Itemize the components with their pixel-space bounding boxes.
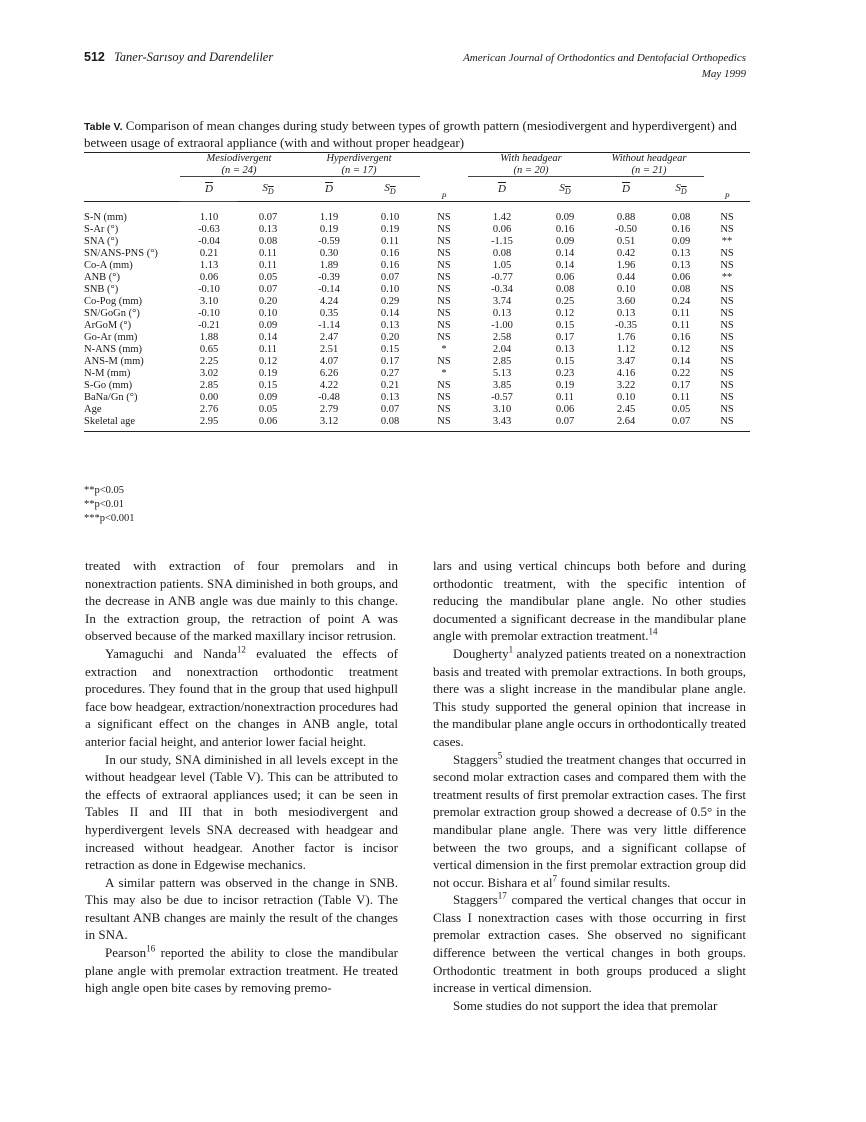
sd-subscript: D	[564, 187, 571, 197]
value-cell: NS	[437, 260, 451, 271]
group-n: (n = 17)	[341, 164, 377, 176]
text-run: analyzed patients treated on a nonextraction basis and treated with premolar extractions. In both groups, there was a slight increase in the mandibular plane angle. This study supported the general opinion that increase in the mandibular plane angle occurs in orthodontically treated cases.	[433, 645, 746, 749]
value-cell: 0.11	[259, 248, 277, 259]
text-run: A similar pattern was observed in the change in SNB. This may also be due to incisor retraction (Table V). The resultant ANB changes are mainly the result of the changes in SNA.	[85, 874, 398, 943]
text-run: reported the ability to close the mandibular plane angle with premolar extraction treatment. He treated high angle open bite cases by removing premo-	[85, 945, 398, 996]
paragraph	[433, 645, 746, 751]
value-cell: 1.96	[616, 260, 636, 271]
value-cell: -0.63	[198, 224, 220, 235]
value-cell: NS	[720, 332, 734, 343]
p-header: P	[724, 192, 730, 201]
value-cell: 0.07	[671, 416, 691, 427]
value-cell: 0.25	[555, 296, 575, 307]
value-cell: NS	[720, 260, 734, 271]
value-cell: NS	[720, 356, 734, 367]
value-cell: 0.16	[671, 332, 691, 343]
group-name: Without headgear	[611, 153, 687, 164]
table-row	[84, 284, 750, 296]
value-cell: 2.79	[319, 404, 339, 415]
value-cell: NS	[437, 332, 451, 343]
paragraph	[85, 645, 398, 751]
value-cell: 0.08	[258, 236, 278, 247]
journal-name: American Journal of Orthodontics and Dentofacial Orthopedics	[463, 52, 746, 64]
value-cell: -0.48	[318, 392, 340, 403]
paragraph	[433, 891, 746, 997]
value-cell: 0.11	[259, 344, 277, 355]
value-cell: NS	[437, 212, 451, 223]
value-cell: 0.13	[616, 308, 636, 319]
table-row	[84, 356, 750, 368]
table-row	[84, 344, 750, 356]
value-cell: 0.08	[671, 212, 691, 223]
value-cell: NS	[437, 236, 451, 247]
value-cell: 0.30	[319, 248, 339, 259]
text-run: found similar results.	[557, 874, 671, 890]
variable-cell: ArGoM (°)	[84, 320, 132, 331]
value-cell: NS	[437, 392, 451, 403]
table-row	[84, 202, 750, 225]
value-cell: 0.14	[671, 356, 691, 367]
value-cell: 3.10	[199, 296, 219, 307]
value-cell: 0.29	[380, 296, 400, 307]
text-run: Some studies do not support the idea that premolar	[453, 997, 718, 1013]
value-cell: NS	[720, 224, 734, 235]
value-cell: 0.65	[199, 344, 219, 355]
value-cell: NS	[437, 356, 451, 367]
value-cell: 0.07	[555, 416, 575, 427]
value-cell: 2.85	[492, 356, 512, 367]
variable-cell: Go-Ar (mm)	[84, 332, 138, 343]
running-header-left	[84, 50, 273, 65]
running-authors: Taner-Sarısoy and Darendeliler	[113, 50, 274, 64]
group-header-row	[84, 153, 750, 177]
value-cell: 2.95	[199, 416, 219, 427]
value-cell: 0.09	[555, 236, 575, 247]
value-cell: -0.21	[198, 320, 220, 331]
value-cell: -0.57	[491, 392, 513, 403]
variable-cell: ANS-M (mm)	[84, 356, 144, 367]
value-cell: 1.10	[199, 212, 219, 223]
text-run: compared the vertical changes that occur in Class I nonextraction cases with those occurring in first premolar extraction cases. She observed no significant difference between the vertical changes in both groups. Orthodontic treatment in both groups produced a slight increase in vertical dimension.	[433, 892, 746, 996]
mean-header: $\overline{D}$	[498, 183, 506, 195]
value-cell: 1.12	[616, 344, 636, 355]
variable-cell: SNA (°)	[84, 236, 119, 247]
value-cell: 0.09	[671, 236, 691, 247]
mean-header: $\overline{D}$	[622, 183, 630, 195]
value-cell: NS	[437, 248, 451, 259]
citation-ref: 5	[497, 750, 503, 761]
value-cell: 0.06	[258, 416, 278, 427]
value-cell: 0.15	[380, 344, 400, 355]
value-cell: 0.09	[258, 320, 278, 331]
table-row	[84, 416, 750, 432]
page-number: 512	[84, 50, 105, 64]
value-cell: 0.09	[555, 212, 575, 223]
value-cell: NS	[437, 308, 451, 319]
table-container	[84, 152, 750, 432]
value-cell: -1.00	[491, 320, 513, 331]
table-caption-text: Comparison of mean changes during study between types of growth pattern (mesiodivergent and hyperdivergent) and between usage of extraoral appliance (with and without proper headgear)	[84, 118, 737, 150]
value-cell: 0.15	[555, 320, 575, 331]
value-cell: 0.23	[555, 368, 575, 379]
paragraph	[85, 874, 398, 944]
value-cell: 0.19	[555, 380, 575, 391]
sd-header: S	[675, 181, 681, 194]
value-cell: 0.07	[258, 284, 278, 295]
value-cell: 1.13	[199, 260, 219, 271]
paragraph	[85, 751, 398, 874]
running-header-right	[463, 50, 746, 82]
value-cell: 4.24	[319, 296, 339, 307]
value-cell: 0.13	[380, 392, 400, 403]
value-cell: 0.07	[380, 272, 400, 283]
value-cell: 0.16	[380, 260, 400, 271]
value-cell: 2.58	[492, 332, 512, 343]
value-cell: NS	[437, 296, 451, 307]
value-cell: NS	[720, 248, 734, 259]
value-cell: -0.59	[318, 236, 340, 247]
footnote: ***p<0.001	[84, 513, 135, 524]
value-cell: NS	[437, 380, 451, 391]
citation-ref: 12	[236, 644, 246, 655]
value-cell: -0.04	[198, 236, 220, 247]
value-cell: 1.05	[492, 260, 512, 271]
value-cell: 0.10	[258, 308, 278, 319]
value-cell: -0.10	[198, 284, 220, 295]
value-cell: -0.34	[491, 284, 513, 295]
paragraph	[433, 557, 746, 645]
group-name: Mesiodivergent	[206, 153, 272, 164]
value-cell: 0.35	[319, 308, 339, 319]
value-cell: -1.15	[491, 236, 513, 247]
variable-cell: SNB (°)	[84, 284, 119, 295]
value-cell: NS	[437, 416, 451, 427]
value-cell: 0.08	[492, 248, 512, 259]
value-cell: 1.42	[492, 212, 512, 223]
value-cell: -0.77	[491, 272, 513, 283]
value-cell: 0.24	[671, 296, 691, 307]
value-cell: 3.85	[492, 380, 512, 391]
value-cell: 3.22	[616, 380, 636, 391]
table-row	[84, 320, 750, 332]
value-cell: 1.88	[199, 332, 219, 343]
value-cell: 0.13	[555, 344, 575, 355]
value-cell: **	[721, 236, 733, 247]
value-cell: 0.21	[199, 248, 219, 259]
value-cell: 2.64	[616, 416, 636, 427]
value-cell: **	[721, 272, 733, 283]
value-cell: 0.21	[380, 380, 400, 391]
value-cell: NS	[720, 344, 734, 355]
value-cell: NS	[720, 416, 734, 427]
value-cell: 0.08	[671, 284, 691, 295]
text-run: studied the treatment changes that occurred in second molar extraction cases and compared them with the treatment results of first premolar extraction cases. The first premolar extraction group showed a decrease of 0.5° in the mandibular plane angle. There was very little difference between the two groups, and a significant collapse of vertical dimension in the first premolar extraction group did not occur. Bishara et al	[433, 751, 746, 890]
value-cell: 0.05	[671, 404, 691, 415]
sd-subscript: D	[389, 187, 396, 197]
value-cell: 0.20	[380, 332, 400, 343]
group-name: With headgear	[500, 153, 562, 164]
table-row	[84, 248, 750, 260]
value-cell: 0.11	[381, 236, 399, 247]
value-cell: 0.88	[616, 212, 636, 223]
paragraph	[433, 997, 746, 1015]
citation-ref: 1	[508, 644, 514, 655]
text-run: In our study, SNA diminished in all levels except in the without headgear level (Table V). This can be attributed to the effects of extraoral appliances used; it can be seen in Tables II and III that in both mesiodivergent and hyperdivergent levels SNA decreased with headgear and increased without headgear. Another factor is incisor retraction as done in Edgewise mechanics.	[85, 751, 398, 873]
value-cell: NS	[720, 404, 734, 415]
value-cell: 0.09	[258, 392, 278, 403]
value-cell: -0.14	[318, 284, 340, 295]
citation-ref: 16	[146, 943, 156, 954]
value-cell: 3.74	[492, 296, 512, 307]
value-cell: 0.16	[555, 224, 575, 235]
table-row	[84, 224, 750, 236]
value-cell: 0.10	[616, 392, 636, 403]
text-run: evaluated the effects of extraction and nonextraction orthodontic treatment procedures. They found that in the group that used highpull face bow headgear, extraction/nonextraction procedures had a significant effect on the changes in ANB angle, total anterior facial height, and anterior lower facial height.	[85, 645, 398, 749]
value-cell: 0.16	[380, 248, 400, 259]
value-cell: 0.14	[380, 308, 400, 319]
value-cell: 2.45	[616, 404, 636, 415]
value-cell: 0.14	[258, 332, 278, 343]
value-cell: 0.06	[199, 272, 219, 283]
value-cell: NS	[720, 320, 734, 331]
sd-header: S	[262, 181, 268, 194]
value-cell: 0.06	[671, 272, 691, 283]
value-cell: 0.27	[380, 368, 400, 379]
value-cell: 0.13	[380, 320, 400, 331]
value-cell: 0.20	[258, 296, 278, 307]
value-cell: NS	[437, 224, 451, 235]
mean-header: $\overline{D}$	[205, 183, 213, 195]
value-cell: -0.50	[615, 224, 637, 235]
value-cell: 4.16	[616, 368, 636, 379]
sd-header: S	[384, 181, 390, 194]
table-row	[84, 236, 750, 248]
group-n: (n = 21)	[631, 164, 667, 176]
variable-cell: Co-Pog (mm)	[84, 296, 143, 307]
value-cell: 0.13	[671, 260, 691, 271]
table-row	[84, 380, 750, 392]
value-cell: NS	[720, 284, 734, 295]
value-cell: NS	[437, 404, 451, 415]
group-n: (n = 24)	[221, 164, 257, 176]
value-cell: 0.10	[380, 284, 400, 295]
variable-cell: Age	[84, 404, 102, 415]
value-cell: NS	[437, 272, 451, 283]
value-cell: 0.22	[671, 368, 691, 379]
variable-cell: N-M (mm)	[84, 368, 131, 379]
value-cell: -0.10	[198, 308, 220, 319]
table-row	[84, 272, 750, 284]
value-cell: NS	[720, 212, 734, 223]
value-cell: 2.85	[199, 380, 219, 391]
value-cell: 0.14	[555, 260, 575, 271]
value-cell: *	[441, 368, 447, 379]
value-cell: 1.76	[616, 332, 636, 343]
value-cell: 0.15	[258, 380, 278, 391]
sd-subscript: D	[680, 187, 687, 197]
value-cell: 0.12	[258, 356, 278, 367]
value-cell: 1.89	[319, 260, 339, 271]
table-row	[84, 404, 750, 416]
value-cell: 0.05	[258, 404, 278, 415]
sub-header-row	[84, 177, 750, 202]
group-name: Hyperdivergent	[326, 153, 392, 164]
value-cell: 0.19	[319, 224, 339, 235]
text-run: Yamaguchi and Nanda	[105, 645, 237, 661]
value-cell: 0.12	[671, 344, 691, 355]
value-cell: 0.19	[380, 224, 400, 235]
value-cell: 2.25	[199, 356, 219, 367]
value-cell: 0.17	[380, 356, 400, 367]
value-cell: 0.51	[616, 236, 636, 247]
value-cell: NS	[437, 320, 451, 331]
value-cell: 0.12	[555, 308, 575, 319]
value-cell: 0.17	[555, 332, 575, 343]
citation-ref: 7	[552, 873, 557, 884]
value-cell: 0.17	[671, 380, 691, 391]
table-row	[84, 260, 750, 272]
table-body	[84, 202, 750, 432]
variable-cell: S-Go (mm)	[84, 380, 133, 391]
value-cell: 2.47	[319, 332, 339, 343]
value-cell: -0.39	[318, 272, 340, 283]
variable-cell: N-ANS (mm)	[84, 344, 143, 355]
value-cell: 0.14	[555, 248, 575, 259]
body-text-right-column	[433, 557, 746, 1014]
value-cell: 0.42	[616, 248, 636, 259]
value-cell: 0.13	[492, 308, 512, 319]
value-cell: 3.12	[319, 416, 339, 427]
value-cell: 6.26	[319, 368, 339, 379]
group-n: (n = 20)	[513, 164, 549, 176]
value-cell: NS	[720, 368, 734, 379]
variable-cell: Skeletal age	[84, 416, 136, 427]
variable-cell: SN/ANS-PNS (°)	[84, 248, 158, 259]
sd-header: S	[559, 181, 565, 194]
table-row	[84, 332, 750, 344]
value-cell: 3.47	[616, 356, 636, 367]
value-cell: 0.10	[380, 212, 400, 223]
sd-subscript: D	[267, 187, 274, 197]
value-cell: 0.13	[671, 248, 691, 259]
variable-cell: S-Ar (°)	[84, 224, 119, 235]
variable-cell: SN/GoGn (°)	[84, 308, 140, 319]
value-cell: 0.06	[555, 272, 575, 283]
data-table	[84, 152, 750, 432]
value-cell: NS	[437, 284, 451, 295]
value-cell: -1.14	[318, 320, 340, 331]
value-cell: 0.08	[380, 416, 400, 427]
table-label: Table V.	[84, 121, 123, 133]
value-cell: 3.02	[199, 368, 219, 379]
text-run: Staggers	[453, 751, 498, 767]
variable-cell: ANB (°)	[84, 272, 120, 283]
table-caption	[84, 118, 750, 150]
value-cell: 0.07	[258, 212, 278, 223]
value-cell: NS	[720, 392, 734, 403]
paragraph	[433, 751, 746, 892]
value-cell: 0.16	[671, 224, 691, 235]
value-cell: NS	[720, 308, 734, 319]
value-cell: 4.22	[319, 380, 339, 391]
value-cell: 0.07	[380, 404, 400, 415]
value-cell: 3.60	[616, 296, 636, 307]
table-row	[84, 368, 750, 380]
value-cell: 0.19	[258, 368, 278, 379]
value-cell: 0.11	[672, 392, 691, 403]
value-cell: 5.13	[492, 368, 512, 379]
value-cell: 0.08	[555, 284, 575, 295]
variable-cell: Co-A (mm)	[84, 260, 133, 271]
value-cell: 0.06	[492, 224, 512, 235]
value-cell: 0.06	[555, 404, 575, 415]
paragraph	[85, 557, 398, 645]
value-cell: -0.35	[615, 320, 637, 331]
value-cell: *	[441, 344, 447, 355]
value-cell: 0.05	[258, 272, 278, 283]
value-cell: 0.10	[616, 284, 636, 295]
value-cell: NS	[720, 380, 734, 391]
text-run: Dougherty	[453, 645, 509, 661]
value-cell: NS	[720, 296, 734, 307]
value-cell: 0.00	[199, 392, 219, 403]
value-cell: 2.51	[319, 344, 339, 355]
p-header: P	[441, 192, 447, 201]
value-cell: 0.15	[555, 356, 575, 367]
text-run: lars and using vertical chincups both before and during orthodontic treatment, with the specific intention of reducing the mandibular plane angle. No other studies documented a significant decrease in the mandibular plane angle with premolar extraction treatment.	[433, 558, 746, 644]
value-cell: 1.19	[319, 212, 339, 223]
footnote: **p<0.01	[84, 499, 125, 510]
table-row	[84, 308, 750, 320]
value-cell: 0.11	[672, 308, 691, 319]
text-run: Staggers	[453, 892, 498, 908]
citation-ref: 17	[497, 890, 507, 901]
value-cell: 0.11	[556, 392, 574, 403]
text-run: treated with extraction of four premolars and in nonextraction patients. SNA diminished in both groups, and the decrease in ANB angle was due mainly to this change. In the extraction group, the retraction of point A was observed because of the marked maxillary incisor retrusion.	[85, 558, 398, 644]
value-cell: 0.11	[259, 260, 277, 271]
citation-ref: 14	[648, 627, 658, 638]
footnote: **p<0.05	[84, 485, 125, 496]
value-cell: 0.11	[672, 320, 691, 331]
value-cell: 3.43	[492, 416, 512, 427]
value-cell: 2.76	[199, 404, 219, 415]
value-cell: 3.10	[492, 404, 512, 415]
value-cell: 0.44	[616, 272, 636, 283]
variable-cell: S-N (mm)	[84, 212, 127, 223]
paragraph	[85, 944, 398, 997]
mean-header: $\overline{D}$	[325, 183, 333, 195]
text-run: Pearson	[105, 945, 147, 961]
issue-date: May 1999	[701, 68, 746, 80]
value-cell: 2.04	[492, 344, 512, 355]
variable-cell: BaNa/Gn (°)	[84, 392, 138, 403]
value-cell: 4.07	[319, 356, 339, 367]
table-row	[84, 392, 750, 404]
value-cell: 0.13	[258, 224, 278, 235]
body-text-left-column	[85, 557, 398, 997]
table-row	[84, 296, 750, 308]
table-footnotes	[84, 484, 135, 526]
